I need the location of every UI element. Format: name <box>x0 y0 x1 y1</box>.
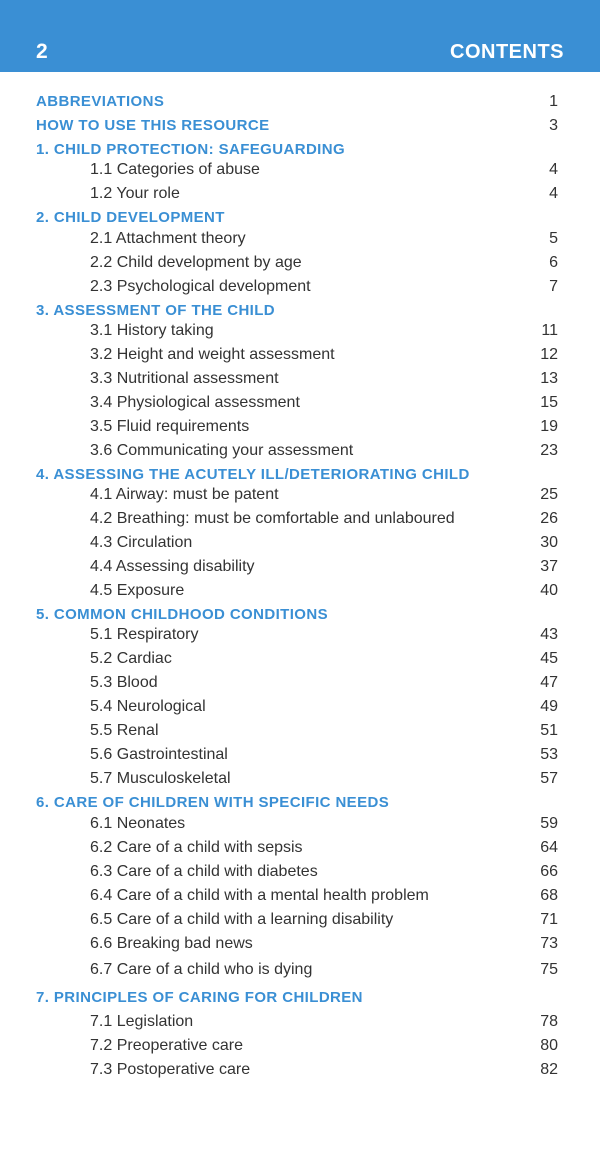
toc-page-number: 71 <box>540 911 558 928</box>
toc-page-number: 82 <box>540 1061 558 1078</box>
toc-label: 1.1 Categories of abuse <box>90 161 260 178</box>
toc-entry[interactable] <box>0 319 600 343</box>
toc-section-heading[interactable] <box>0 986 600 1010</box>
toc-entry[interactable] <box>0 958 600 982</box>
toc-label: 2.2 Child development by age <box>90 254 302 271</box>
toc-page-number: 4 <box>549 161 558 178</box>
toc-page-number: 30 <box>540 534 558 551</box>
toc-page-number: 4 <box>549 185 558 202</box>
toc-entry[interactable] <box>0 743 600 767</box>
toc-entry[interactable] <box>0 182 600 206</box>
toc-entry[interactable] <box>0 908 600 932</box>
toc-page-number: 47 <box>540 674 558 691</box>
toc-page-number: 19 <box>540 418 558 435</box>
toc-label: 3.5 Fluid requirements <box>90 418 250 435</box>
page-header <box>0 0 600 72</box>
toc-label: 6.2 Care of a child with sepsis <box>90 839 303 856</box>
toc-page-number: 64 <box>540 839 558 856</box>
toc-label: 4.5 Exposure <box>90 582 185 599</box>
toc-label: 4. ASSESSING THE ACUTELY ILL/DETERIORATING CHILD <box>36 466 470 483</box>
toc-label: 5.7 Musculoskeletal <box>90 770 231 787</box>
toc-entry[interactable] <box>0 1058 600 1082</box>
toc-page-number: 13 <box>540 370 558 387</box>
toc-section-heading[interactable] <box>0 114 600 138</box>
toc-label: 3.1 History taking <box>90 322 214 339</box>
toc-entry[interactable] <box>0 251 600 275</box>
toc-entry[interactable] <box>0 275 600 299</box>
toc-page-number: 25 <box>540 486 558 503</box>
toc-label: 6.1 Neonates <box>90 815 186 832</box>
toc-label: 7.2 Preoperative care <box>90 1037 243 1054</box>
toc-label: 4.2 Breathing: must be comfortable and unlaboured <box>90 510 455 527</box>
page-title: CONTENTS <box>450 41 564 63</box>
toc-entry[interactable] <box>0 836 600 860</box>
toc-entry[interactable] <box>0 1034 600 1058</box>
toc-page-number: 3 <box>549 117 558 134</box>
toc-label: 6.4 Care of a child with a mental health problem <box>90 887 429 904</box>
toc-label: 2. CHILD DEVELOPMENT <box>36 209 225 226</box>
toc-label: 4.1 Airway: must be patent <box>90 486 279 503</box>
toc-page-number: 26 <box>540 510 558 527</box>
toc-page-number: 1 <box>549 93 558 110</box>
toc-label: 7.1 Legislation <box>90 1013 194 1030</box>
toc-page-number: 11 <box>541 322 558 339</box>
toc-entry[interactable] <box>0 579 600 603</box>
toc-label: 5.4 Neurological <box>90 698 206 715</box>
toc-label: 3.3 Nutritional assessment <box>90 370 279 387</box>
toc-entry[interactable] <box>0 343 600 367</box>
toc-label: 5.5 Renal <box>90 722 159 739</box>
toc-section-heading[interactable] <box>0 90 600 114</box>
toc-entry[interactable] <box>0 719 600 743</box>
toc-entry[interactable] <box>0 439 600 463</box>
toc-entry[interactable] <box>0 158 600 182</box>
toc-page-number: 37 <box>540 558 558 575</box>
toc-entry[interactable] <box>0 1010 600 1034</box>
toc-page-number: 12 <box>540 346 558 363</box>
toc-page-number: 5 <box>549 230 558 247</box>
toc-entry[interactable] <box>0 932 600 956</box>
toc-page-number: 15 <box>540 394 558 411</box>
toc-label: 6.5 Care of a child with a learning disability <box>90 911 394 928</box>
toc-page-number: 51 <box>540 722 558 739</box>
toc-page-number: 73 <box>540 935 558 952</box>
toc-entry[interactable] <box>0 647 600 671</box>
toc-label: 1.2 Your role <box>90 185 180 202</box>
toc-label: 6. CARE OF CHILDREN WITH SPECIFIC NEEDS <box>36 794 390 811</box>
toc-label: 2.1 Attachment theory <box>90 230 246 247</box>
toc-label: 3. ASSESSMENT OF THE CHILD <box>36 302 276 319</box>
toc-label: 6.3 Care of a child with diabetes <box>90 863 318 880</box>
toc-label: 3.2 Height and weight assessment <box>90 346 335 363</box>
toc-entry[interactable] <box>0 227 600 251</box>
toc-page-number: 53 <box>540 746 558 763</box>
toc-page-number: 43 <box>540 626 558 643</box>
toc-label: 3.6 Communicating your assessment <box>90 442 354 459</box>
toc-page-number: 68 <box>540 887 558 904</box>
toc-page-number: 6 <box>549 254 558 271</box>
toc-entry[interactable] <box>0 507 600 531</box>
toc-label: 7. PRINCIPLES OF CARING FOR CHILDREN <box>36 989 363 1006</box>
toc-label: 5.6 Gastrointestinal <box>90 746 228 763</box>
toc-label: 5.2 Cardiac <box>90 650 172 667</box>
toc-label: 6.7 Care of a child who is dying <box>90 961 313 978</box>
toc-entry[interactable] <box>0 695 600 719</box>
toc-page-number: 80 <box>540 1037 558 1054</box>
toc-label: 6.6 Breaking bad news <box>90 935 253 952</box>
toc-page-number: 59 <box>540 815 558 832</box>
toc-entry[interactable] <box>0 415 600 439</box>
toc-page-number: 45 <box>540 650 558 667</box>
toc-entry[interactable] <box>0 812 600 836</box>
toc-label: 7.3 Postoperative care <box>90 1061 251 1078</box>
toc-page-number: 40 <box>540 582 558 599</box>
toc-label: HOW TO USE THIS RESOURCE <box>36 117 270 134</box>
toc-label: 5. COMMON CHILDHOOD CONDITIONS <box>36 606 328 623</box>
toc-entry[interactable] <box>0 884 600 908</box>
toc-page-number: 23 <box>540 442 558 459</box>
page-number: 2 <box>36 40 48 63</box>
toc-label: ABBREVIATIONS <box>36 93 165 110</box>
toc-entry[interactable] <box>0 623 600 647</box>
toc-page-number: 49 <box>540 698 558 715</box>
toc-entry[interactable] <box>0 483 600 507</box>
toc-label: 4.3 Circulation <box>90 534 193 551</box>
toc-page-number: 57 <box>540 770 558 787</box>
toc-label: 2.3 Psychological development <box>90 278 311 295</box>
toc-label: 5.1 Respiratory <box>90 626 199 643</box>
toc-entry[interactable] <box>0 860 600 884</box>
toc-label: 5.3 Blood <box>90 674 158 691</box>
toc-entry[interactable] <box>0 671 600 695</box>
toc-page-number: 75 <box>540 961 558 978</box>
toc-entry[interactable] <box>0 555 600 579</box>
toc-entry[interactable] <box>0 367 600 391</box>
toc-entry[interactable] <box>0 391 600 415</box>
toc-label: 4.4 Assessing disability <box>90 558 255 575</box>
toc-label: 3.4 Physiological assessment <box>90 394 300 411</box>
toc-page-number: 7 <box>549 278 558 295</box>
toc-entry[interactable] <box>0 531 600 555</box>
toc-page-number: 66 <box>540 863 558 880</box>
toc-page-number: 78 <box>540 1013 558 1030</box>
toc-entry[interactable] <box>0 767 600 791</box>
toc-label: 1. CHILD PROTECTION: SAFEGUARDING <box>36 141 346 158</box>
